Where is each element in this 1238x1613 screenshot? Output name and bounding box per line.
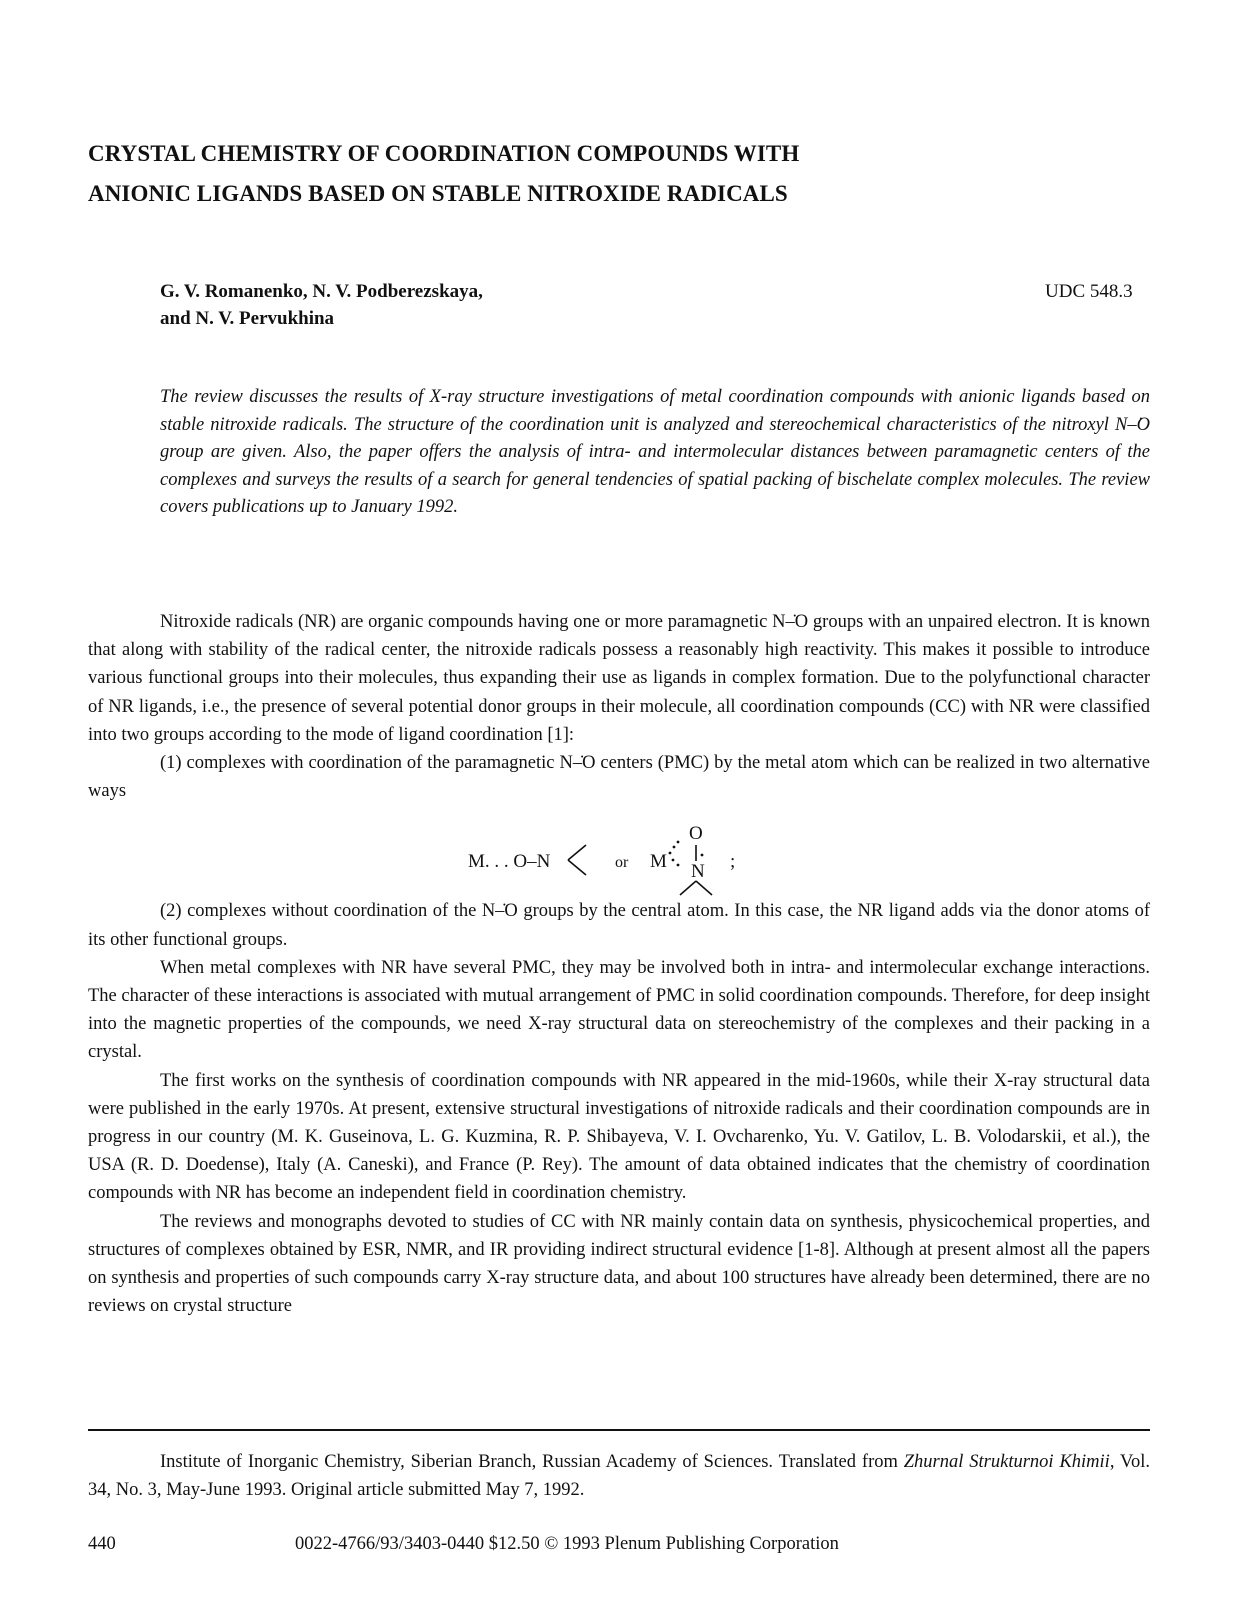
paper-title: CRYSTAL CHEMISTRY OF COORDINATION COMPOUNDS WITH ANIONIC LIGANDS BASED ON STABLE NITROXIDE RADICALS	[88, 141, 800, 206]
scheme-radical-dot	[701, 854, 704, 857]
scheme-nitrogen: N	[691, 861, 705, 883]
scheme-dot-1	[669, 852, 672, 855]
paragraph-6: The reviews and monographs devoted to studies of CC with NR mainly contain data on synthesis, physicochemical properties, and structures of complexes obtained by ESR, NMR, and IR providing indirect structural evidence [1-8]. Although at present almost all the papers on synthesis and properties of such compounds carry X-ray structure data, and about 100 structures have already been determined, there are no reviews on crystal structure	[88, 1211, 1150, 1317]
footnote-affiliation: Institute of Inorganic Chemistry, Siberian Branch, Russian Academy of Sciences. Translated from	[160, 1452, 904, 1472]
scheme-n-bond-right	[696, 881, 712, 895]
scheme-dot-3	[677, 841, 680, 844]
scheme-oxygen: O	[689, 823, 703, 845]
scheme-left-formula: M. . . O–N	[468, 851, 551, 873]
scheme-or: or	[615, 854, 629, 872]
scheme-dot-5	[677, 864, 680, 867]
paragraph-1: Nitroxide radicals (NR) are organic compounds having one or more paramagnetic N–̇O groups with an unpaired electron. It is known that along with stability of the radical center, the nitroxide radicals possess a reasonably high reactivity. This makes it possible to introduce various functional groups into their molecules, thus expanding their use as ligands in complex formation. Due to the polyfunctional character of NR ligands, i.e., the presence of several potential donor groups in their molecule, all coordination compounds (CC) with NR were classified into two groups according to the mode of ligand coordination [1]:	[88, 612, 1150, 745]
paragraph-3: (2) complexes without coordination of the N–̇O groups by the central atom. In this case, the NR ligand adds via the donor atoms of its other functional groups.	[88, 901, 1150, 950]
paragraph-4: When metal complexes with NR have several PMC, they may be involved both in intra- and intermolecular exchange interactions. The character of these interactions is associated with mutual arrangement of PMC in solid coordination compounds. Therefore, for deep insight into the magnetic properties of the compounds, we need X-ray structural data on stereochemistry of the complexes and their packing in a crystal.	[88, 957, 1150, 1063]
footnote-divider	[88, 1429, 1150, 1431]
scheme-bond-upper	[568, 845, 586, 860]
scheme-dot-2	[673, 846, 676, 849]
coordination-scheme	[88, 805, 1150, 897]
scheme-metal: M	[650, 851, 667, 873]
scheme-n-bond-left	[680, 881, 696, 895]
footnote-journal: Zhurnal Strukturnoi Khimii	[903, 1452, 1110, 1472]
body-text	[88, 608, 1150, 1320]
authors	[160, 278, 483, 332]
footnote	[88, 1448, 1150, 1504]
page-number: 440	[88, 1534, 116, 1554]
paragraph-5: The first works on the synthesis of coordination compounds with NR appeared in the mid-1960s, while their X-ray structural data were published in the early 1970s. At present, extensive structural investigations of nitroxide radicals and their coordination compounds are in progress in our country (M. K. Guseinova, L. G. Kuzmina, R. P. Shibayeva, V. I. Ovcharenko, Yu. V. Gatilov, L. B. Volodarskii, et al.), the USA (R. D. Doedense), Italy (A. Caneski), and France (P. Rey). The amount of data obtained indicates that the chemistry of coordination compounds with NR has become an independent field in coordination chemistry.	[88, 1070, 1150, 1204]
scheme-semicolon: ;	[730, 851, 736, 873]
footnote-details: , Vol. 34, No. 3, May-June 1993. Original article submitted May 7, 1992.	[88, 1452, 1151, 1500]
publication-reference: 0022-4766/93/3403-0440 $12.50 © 1993 Plenum Publishing Corporation	[295, 1534, 839, 1554]
paragraph-2: (1) complexes with coordination of the paramagnetic N–̇O centers (PMC) by the metal atom which can be realized in two alternative ways	[88, 753, 1150, 802]
scheme-dot-4	[672, 859, 675, 862]
udc-code: UDC 548.3	[1045, 281, 1133, 302]
authors-line-1: G. V. Romanenko, N. V. Podberezskaya,	[160, 281, 483, 302]
authors-line-2: and N. V. Pervukhina	[160, 308, 335, 329]
abstract: The review discusses the results of X-ray structure investigations of metal coordination compounds with anionic ligands based on stable nitroxide radicals. The structure of the coordination unit is analyzed and stereochemical characteristics of the nitroxyl N–̇O group are given. Also, the paper offers the analysis of intra- and intermolecular distances between paramagnetic centers of the complexes and surveys the results of a search for general tendencies of spatial packing of bischelate complex molecules. The review covers publications up to January 1992.	[160, 387, 1150, 518]
coordination-scheme-figure	[468, 805, 768, 897]
scheme-bond-lower	[568, 860, 586, 875]
